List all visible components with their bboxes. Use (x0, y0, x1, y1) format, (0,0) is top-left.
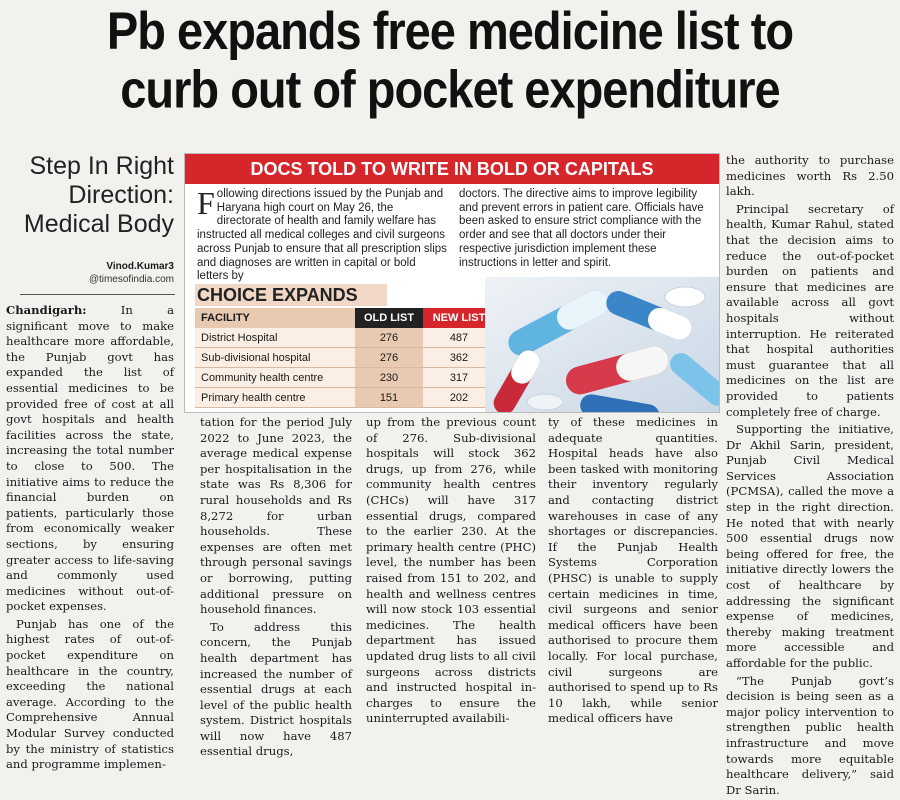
byline (6, 260, 174, 286)
paragraph: To address this concern, the Punjab health department has increased the number of essential drugs at each level of the public health system. District hospitals will now have 487 essential drugs, (200, 619, 352, 759)
facility-cell: District Hospital (195, 328, 355, 348)
byline-site: @timesofindia.com (88, 274, 174, 285)
choice-title: CHOICE EXPANDS (195, 284, 387, 306)
paragraph: Principal secretary of health, Kumar Rahul, stated that the decision aims to reduce the out-of-pocket burden on patients and ensure that medicines are available across all govt hospitals without interruption. He reiterated that hospital authorities must guarantee that all medicines on the list are provided to patients completely free of charge. (726, 201, 894, 419)
table-header-row (195, 308, 495, 328)
new-count-cell: 317 (423, 368, 495, 388)
headline (0, 2, 900, 118)
pills-illustration (485, 277, 719, 412)
article-column-1 (6, 303, 174, 775)
paragraph-text: In a significant move to make healthcare more affordable, the Punjab govt has expanded the list of essential medicines to be provided free of cost at all govt hospitals and health facilities across the state, increasing the total number to close to 500. The initiative aims to reduce the financial burden on patients, particularly those from economically weaker sections, by ensuring greater access to life-saving and commonly used medicines without out-of-pocket expenses. (6, 303, 174, 614)
deck-line-1: Step In Right (29, 152, 174, 180)
headline-line-2: curb out of pocket expenditure (120, 59, 780, 119)
divider (20, 294, 175, 295)
facility-cell: Community health centre (195, 368, 355, 388)
paragraph: up from the previous count of 276. Sub-divisional hospitals will stock 362 drugs, up from 276, while community health centres (CHCs) will have 317 essential drugs, compared to the earlier 230. At the primary health centre (PHC) level, the number has been raised from 151 to 202, and health and wellness centres will now stock 103 essential medicines. The health department has issued updated drug lists to all civil surgeons across districts and instructed hospital in-charges to ensure the uninterrupted availabili- (366, 415, 536, 726)
table-row (195, 348, 495, 368)
article-column-2 (200, 415, 352, 762)
callout-box (184, 153, 720, 413)
deck-line-2: Direction: (68, 181, 174, 209)
old-count-cell: 276 (355, 348, 423, 368)
drop-cap: F (197, 185, 215, 221)
paragraph: Supporting the initiative, Dr Akhil Sarin, president, Punjab Civil Medical Services Association (PCMSA), called the move a step in the right direction. He noted that with nearly 500 essential drugs now being offered for free, the initiative directly lowers the cost of healthcare by addressing the significant expense of medicines, thereby making treatment more accessible and affordable for the public. (726, 422, 894, 670)
table-row (195, 368, 495, 388)
table-row (195, 388, 495, 408)
paragraph: ty of these medicines in adequate quantities. Hospital heads have also been tasked with monitoring their inventory regularly and contacting district warehouses in case of any shortages or discrepancies. If the Punjab Health Systems Corporation (PHSC) is unable to supply certain medicines in time, civil surgeons and senior medical officers have been authorised to procure them locally. For local purchase, civil surgeons are authorised to spend up to Rs 10 lakh, while senior medical officers have (548, 415, 718, 726)
medicine-photo (485, 277, 719, 412)
dateline: Chandigarh: (6, 303, 87, 317)
article-column-5 (726, 153, 894, 800)
paragraph: Punjab has one of the highest rates of out-of-pocket expenditure on healthcare in the country, exceeding the national average. According to the Comprehensive Annual Modular Survey conducted by the ministry of statistics and programme implemen- (6, 616, 174, 772)
byline-name: Vinod.Kumar3 (106, 261, 174, 272)
new-count-cell: 202 (423, 388, 495, 408)
facility-header: FACILITY (195, 308, 355, 328)
deck-line-3: Medical Body (23, 210, 174, 238)
new-count-cell: 362 (423, 348, 495, 368)
deck (6, 152, 174, 239)
box-text-left: ollowing directions issued by the Punjab and Haryana high court on May 26, the directorate of health and family welfare has instructed all medical colleges and civil surgeons across Punjab to ensure that all prescription slips and diagnoses are written in capital or bold letters by (197, 188, 447, 283)
paragraph: the authority to purchase medicines worth Rs 2.50 lakh. (726, 153, 894, 199)
paragraph: “The Punjab govt’s decision is being seen as a major policy intervention to strengthen public health infrastructure and move towards more equitable healthcare delivery,” said Dr Sarin. (726, 673, 894, 797)
table-row (195, 328, 495, 348)
choice-table (195, 308, 495, 408)
paragraph (6, 303, 174, 615)
headline-line-1: Pb expands free medicine list to (106, 0, 794, 61)
article-column-4 (548, 415, 718, 729)
old-count-cell: 230 (355, 368, 423, 388)
old-count-cell: 151 (355, 388, 423, 408)
old-list-header: OLD LIST (355, 308, 423, 328)
box-column-right: doctors. The directive aims to improve legibility and prevent errors in patient care. Officials have been asked to ensure strict compliance with the order and see that all doctors under their respective jurisdiction implement these instructions in letter and spirit. (459, 188, 704, 269)
facility-cell: Sub-divisional hospital (195, 348, 355, 368)
old-count-cell: 276 (355, 328, 423, 348)
paragraph: tation for the period July 2022 to June 2023, the average medical expense per hospitalisation in the state was Rs 8,306 for rural households and Rs 8,272 for urban households. These expenses are often met through personal savings or borrowing, putting additional pressure on household finances. (200, 415, 352, 617)
box-heading: DOCS TOLD TO WRITE IN BOLD OR CAPITALS (185, 154, 719, 184)
facility-cell: Primary health centre (195, 388, 355, 408)
new-count-cell: 487 (423, 328, 495, 348)
box-column-left (197, 185, 449, 284)
new-list-header: NEW LIST (423, 308, 495, 328)
article-column-3 (366, 415, 536, 729)
